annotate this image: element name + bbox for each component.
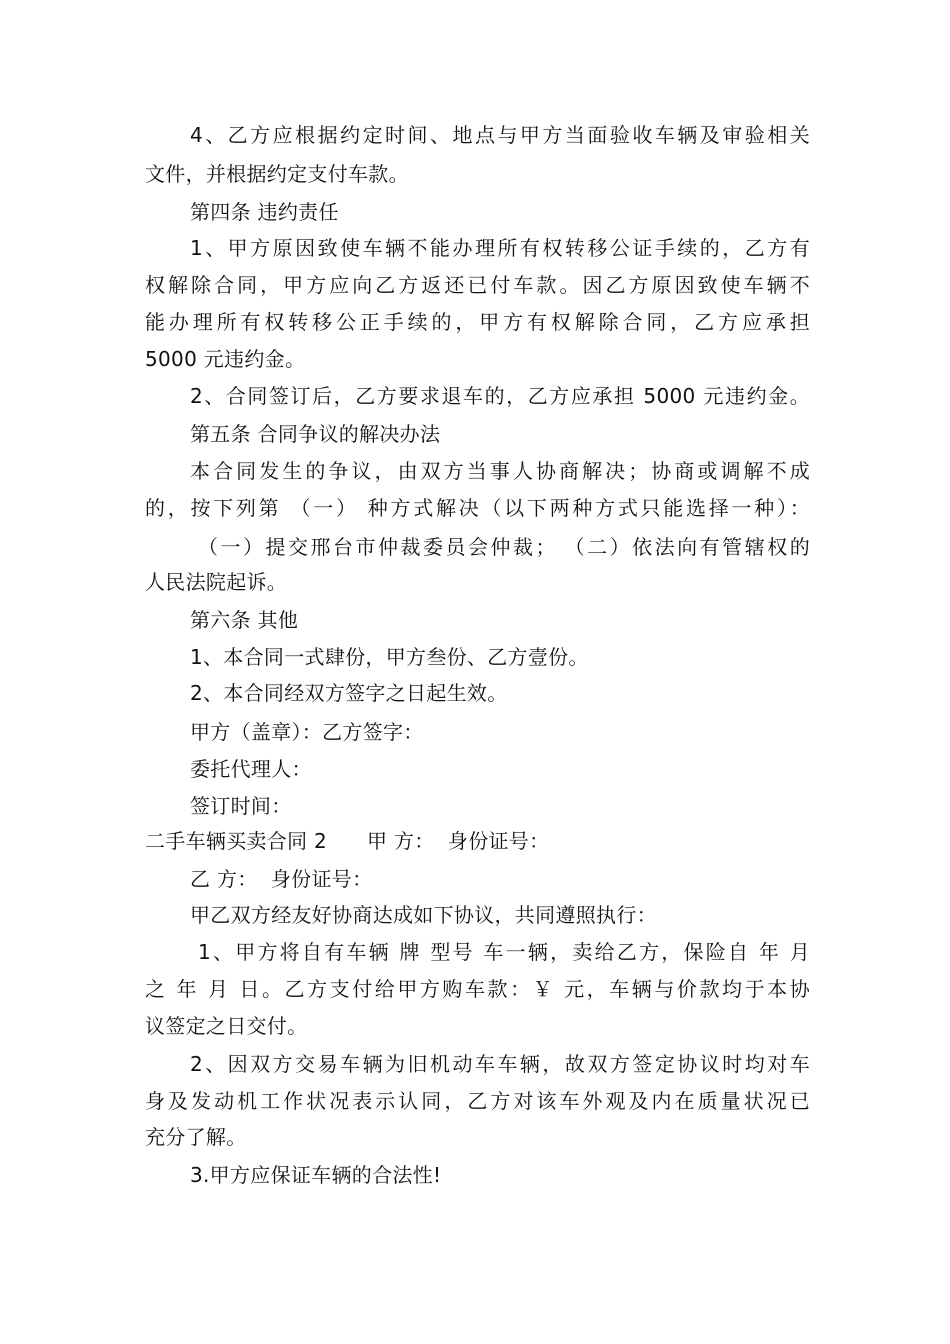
party-b-line: 乙 方： 身份证号： bbox=[190, 867, 373, 891]
item-1-line-1: 1、甲方将自有车辆 牌 型号 车一辆，卖给乙方，保险自 年 月 bbox=[198, 940, 810, 964]
signature-party-a-b: 甲方（盖章）：乙方签字： bbox=[190, 720, 424, 744]
article-6-item-2: 2、本合同经双方签字之日起生效。 bbox=[190, 681, 508, 705]
article-6-item-1: 1、本合同一式肆份，甲方叁份、乙方壹份。 bbox=[190, 645, 589, 669]
item-1-line-2: 之 年 月 日。乙方支付给甲方购车款：￥ 元，车辆与价款均于本协 bbox=[145, 977, 810, 1001]
article-5-paragraph-line-1: 本合同发生的争议，由双方当事人协商解决；协商或调解不成 bbox=[190, 459, 810, 483]
contract-2-title-line: 二手车辆买卖合同 2 甲 方： 身份证号： bbox=[145, 829, 550, 853]
agreement-intro: 甲乙双方经友好协商达成如下协议，共同遵照执行： bbox=[190, 903, 657, 927]
item-1-line-3: 议签定之日交付。 bbox=[145, 1014, 308, 1038]
article-4-item-2: 2、合同签订后，乙方要求退车的，乙方应承担 5000 元违约金。 bbox=[190, 384, 810, 408]
item-2-line-3: 充分了解。 bbox=[145, 1125, 247, 1149]
item-2-line-2: 身及发动机工作状况表示认同，乙方对该车外观及内在质量状况已 bbox=[145, 1089, 810, 1113]
article-4-item-1-line-4: 5000 元违约金。 bbox=[145, 347, 306, 371]
article-6-heading: 第六条 其他 bbox=[190, 608, 299, 632]
clause-3-item-4-line-2: 文件，并根据约定支付车款。 bbox=[145, 162, 409, 186]
article-5-options-line-2: 人民法院起诉。 bbox=[145, 570, 288, 594]
article-4-heading: 第四条 违约责任 bbox=[190, 200, 339, 224]
article-5-options-line-1: （一）提交邢台市仲裁委员会仲裁； （二）依法向有管辖权的 bbox=[198, 535, 810, 559]
item-3: 3.甲方应保证车辆的合法性! bbox=[190, 1163, 442, 1187]
clause-3-item-4-line-1: 4、乙方应根据约定时间、地点与甲方当面验收车辆及审验相关 bbox=[190, 123, 810, 147]
article-4-item-1-line-3: 能办理所有权转移公正手续的，甲方有权解除合同，乙方应承担 bbox=[145, 310, 810, 334]
item-2-line-1: 2、因双方交易车辆为旧机动车车辆，故双方签定协议时均对车 bbox=[190, 1052, 810, 1076]
article-5-heading: 第五条 合同争议的解决办法 bbox=[190, 422, 441, 446]
signature-agent: 委托代理人： bbox=[190, 757, 312, 781]
article-4-item-1-line-2: 权解除合同，甲方应向乙方返还已付车款。因乙方原因致使车辆不 bbox=[145, 273, 810, 297]
article-5-paragraph-line-2: 的，按下列第 （一） 种方式解决（以下两种方式只能选择一种）： bbox=[145, 496, 810, 520]
signature-date: 签订时间： bbox=[190, 794, 292, 818]
article-4-item-1-line-1: 1、甲方原因致使车辆不能办理所有权转移公证手续的，乙方有 bbox=[190, 236, 810, 260]
